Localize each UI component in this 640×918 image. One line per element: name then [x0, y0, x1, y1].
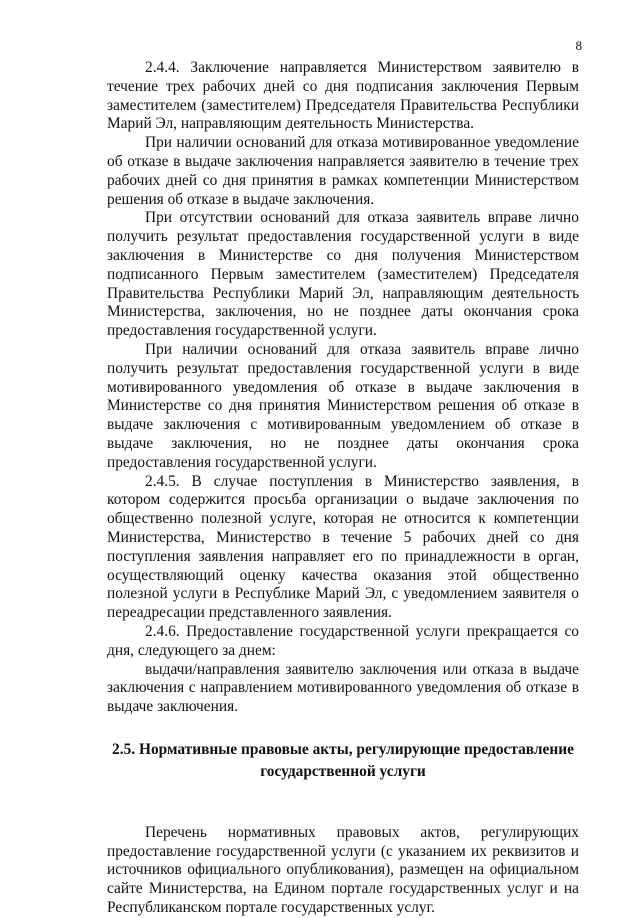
section-heading-line-1: 2.5. Нормативные правовые акты, регулирующие предоставление — [112, 740, 574, 758]
paragraph-2-4-4: 2.4.4. Заключение направляется Министерством заявителю в течение трех рабочих дней со дня подписания заключения Первым заместителем (заместителем) Председателя Правительства Республики Марий Эл, направляющим деятельность Министерства. — [107, 59, 579, 133]
paragraph-no-refusal-grounds: При отсутствии оснований для отказа заявитель вправе лично получить результат предоставления государственной услуги в виде заключения в Министерстве со дня получения Министерством подписанного Первым заместителем (заместителем) Председателя Правительства Республики Марий Эл, направляющим деятельность Министерства, заключения, но не позднее даты окончания срока предоставления государственной услуги. — [107, 209, 579, 340]
paragraph-refusal-notice: При наличии оснований для отказа мотивированное уведомление об отказе в выдаче заключения направляется заявителю в течение трех рабочих дней со дня принятия в рамках компетенции Министерством решения об отказе в выдаче заключения. — [107, 134, 579, 208]
section-heading-line-2: государственной услуги — [260, 762, 426, 780]
document-body — [107, 59, 579, 918]
paragraph-2-4-6: 2.4.6. Предоставление государственной услуги прекращается со дня, следующего за днем: — [107, 622, 579, 659]
paragraph-normative-acts: Перечень нормативных правовых актов, регулирующих предоставление государственной услуги (с указанием их реквизитов и источников официального опубликования), размещен на официальном сайте Министерства, на Едином портале государственных услуг и на Республиканском портале государственных услуг. — [107, 823, 579, 917]
paragraph-termination-condition: выдачи/направления заявителю заключения или отказа в выдаче заключения с направлением мотивированного уведомления об отказе в выдаче заключения. — [107, 660, 579, 716]
paragraph-refusal-grounds: При наличии оснований для отказа заявитель вправе лично получить результат предоставления государственной услуги в виде мотивированного уведомления об отказе в выдаче заключения в Министерстве со дня принятия Министерством решения об отказе в выдаче заключения с мотивированным уведомлением об отказе в выдаче заключения, но не позднее даты окончания срока предоставления государственной услуги. — [107, 340, 579, 471]
page-number: 8 — [575, 38, 582, 53]
section-heading — [107, 739, 579, 783]
paragraph-2-4-5: 2.4.5. В случае поступления в Министерство заявления, в котором содержится просьба организации о выдаче заключения по общественно полезной услуге, которая не относится к компетенции Министерства, Министерство в течение 5 рабочих дней со дня поступления заявления направляет его по принадлежности в орган, осуществляющий оценку качества оказания этой общественно полезной услуги в Республике Марий Эл, с уведомлением заявителя о переадресации представленного заявления. — [107, 472, 579, 622]
